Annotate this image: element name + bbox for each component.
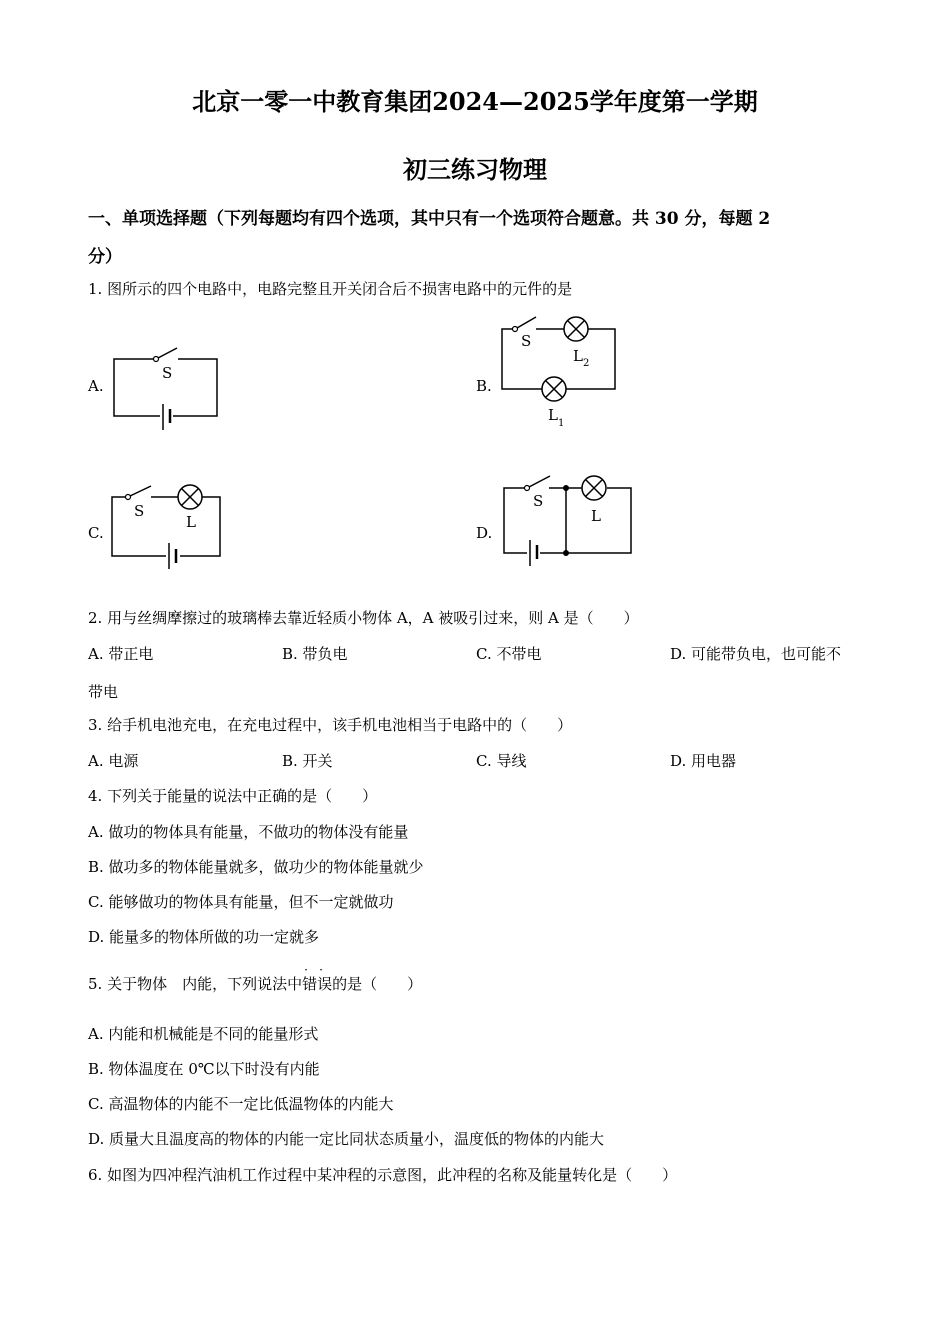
q4-option-b: B. 做功多的物体能量就多，做功少的物体能量就少	[88, 858, 424, 876]
q3-option-b: B. 开关	[282, 752, 333, 770]
q3-option-a: A. 电源	[88, 752, 139, 770]
question-6-stem: 6. 如图为四冲程汽油机工作过程中某冲程的示意图，此冲程的名称及能量转化是（ ）	[88, 1166, 678, 1184]
q5-stem-post: 的是（ ）	[332, 975, 423, 993]
circuit-a-switch-label: S	[162, 364, 173, 382]
q2-option-b: B. 带负电	[282, 645, 348, 663]
page-subtitle: 初三练习物理	[403, 155, 547, 184]
circuit-b-lamp1-sub: 1	[558, 418, 565, 429]
lamp-l1-icon	[542, 377, 566, 401]
q5-option-a: A. 内能和机械能是不同的能量形式	[88, 1025, 319, 1043]
question-2-stem: 2. 用与丝绸摩擦过的玻璃棒去靠近轻质小物体 A，A 被吸引过来，则 A 是（ ）	[88, 609, 639, 627]
circuit-b-lamp2-label: L	[573, 347, 583, 365]
q1-option-c-label: C.	[88, 524, 104, 542]
circuit-b-lamp1-label: L	[548, 406, 558, 424]
q1-option-d-label: D.	[476, 524, 493, 542]
lamp-l-icon	[178, 485, 202, 509]
q5-option-b: B. 物体温度在 0℃以下时没有内能	[88, 1060, 320, 1078]
section-header-line2: 分）	[88, 247, 122, 267]
q2-option-d: D. 可能带负电，也可能不	[670, 645, 842, 663]
lamp-l-icon	[582, 476, 606, 500]
section-header-line1: 一、单项选择题（下列每题均有四个选项，其中只有一个选项符合题意。共 30 分，每题 2	[88, 209, 771, 229]
circuit-c-switch-label: S	[134, 502, 145, 520]
circuit-b	[502, 317, 615, 429]
lamp-l2-icon	[564, 317, 588, 341]
q5-option-c: C. 高温物体的内能不一定比低温物体的内能大	[88, 1095, 394, 1113]
question-1-stem: 1. 图所示的四个电路中，电路完整且开关闭合后不损害电路中的元件的是	[88, 280, 573, 298]
q2-option-d-continued: 带电	[88, 683, 119, 701]
q3-option-d: D. 用电器	[670, 752, 737, 770]
circuit-b-switch-label: S	[521, 332, 532, 350]
q3-option-c: C. 导线	[476, 752, 527, 770]
q1-circuit-diagrams	[0, 0, 950, 600]
q4-option-a: A. 做功的物体具有能量，不做功的物体没有能量	[88, 823, 409, 841]
q1-option-a-label: A.	[88, 377, 104, 395]
circuit-c-lamp-label: L	[186, 513, 196, 531]
q1-option-b-label: B.	[476, 377, 492, 395]
q4-option-c: C. 能够做功的物体具有能量，但不一定就做功	[88, 893, 394, 911]
question-5-stem	[88, 963, 423, 994]
circuit-d-switch-label: S	[533, 492, 544, 510]
q2-option-c: C. 不带电	[476, 645, 542, 663]
page-title: 北京一零一中教育集团2024—2025学年度第一学期	[192, 87, 758, 116]
q5-option-d: D. 质量大且温度高的物体的内能一定比同状态质量小，温度低的物体的内能大	[88, 1130, 605, 1148]
circuit-d-lamp-label: L	[591, 507, 601, 525]
q2-option-a: A. 带正电	[88, 645, 154, 663]
question-4-stem: 4. 下列关于能量的说法中正确的是（ ）	[88, 787, 378, 805]
circuit-c	[112, 485, 220, 569]
q5-emphasis-1: · 错	[302, 963, 318, 993]
circuit-d	[504, 476, 631, 566]
circuit-a	[114, 348, 217, 430]
q4-option-d: D. 能量多的物体所做的功一定就多	[88, 928, 320, 946]
circuit-b-lamp2-sub: 2	[583, 358, 590, 369]
q5-stem-pre: 5. 关于物体 内能，下列说法中	[88, 975, 303, 993]
question-3-stem: 3. 给手机电池充电，在充电过程中，该手机电池相当于电路中的（ ）	[88, 716, 573, 734]
q5-emphasis-2: · 误	[317, 963, 333, 993]
